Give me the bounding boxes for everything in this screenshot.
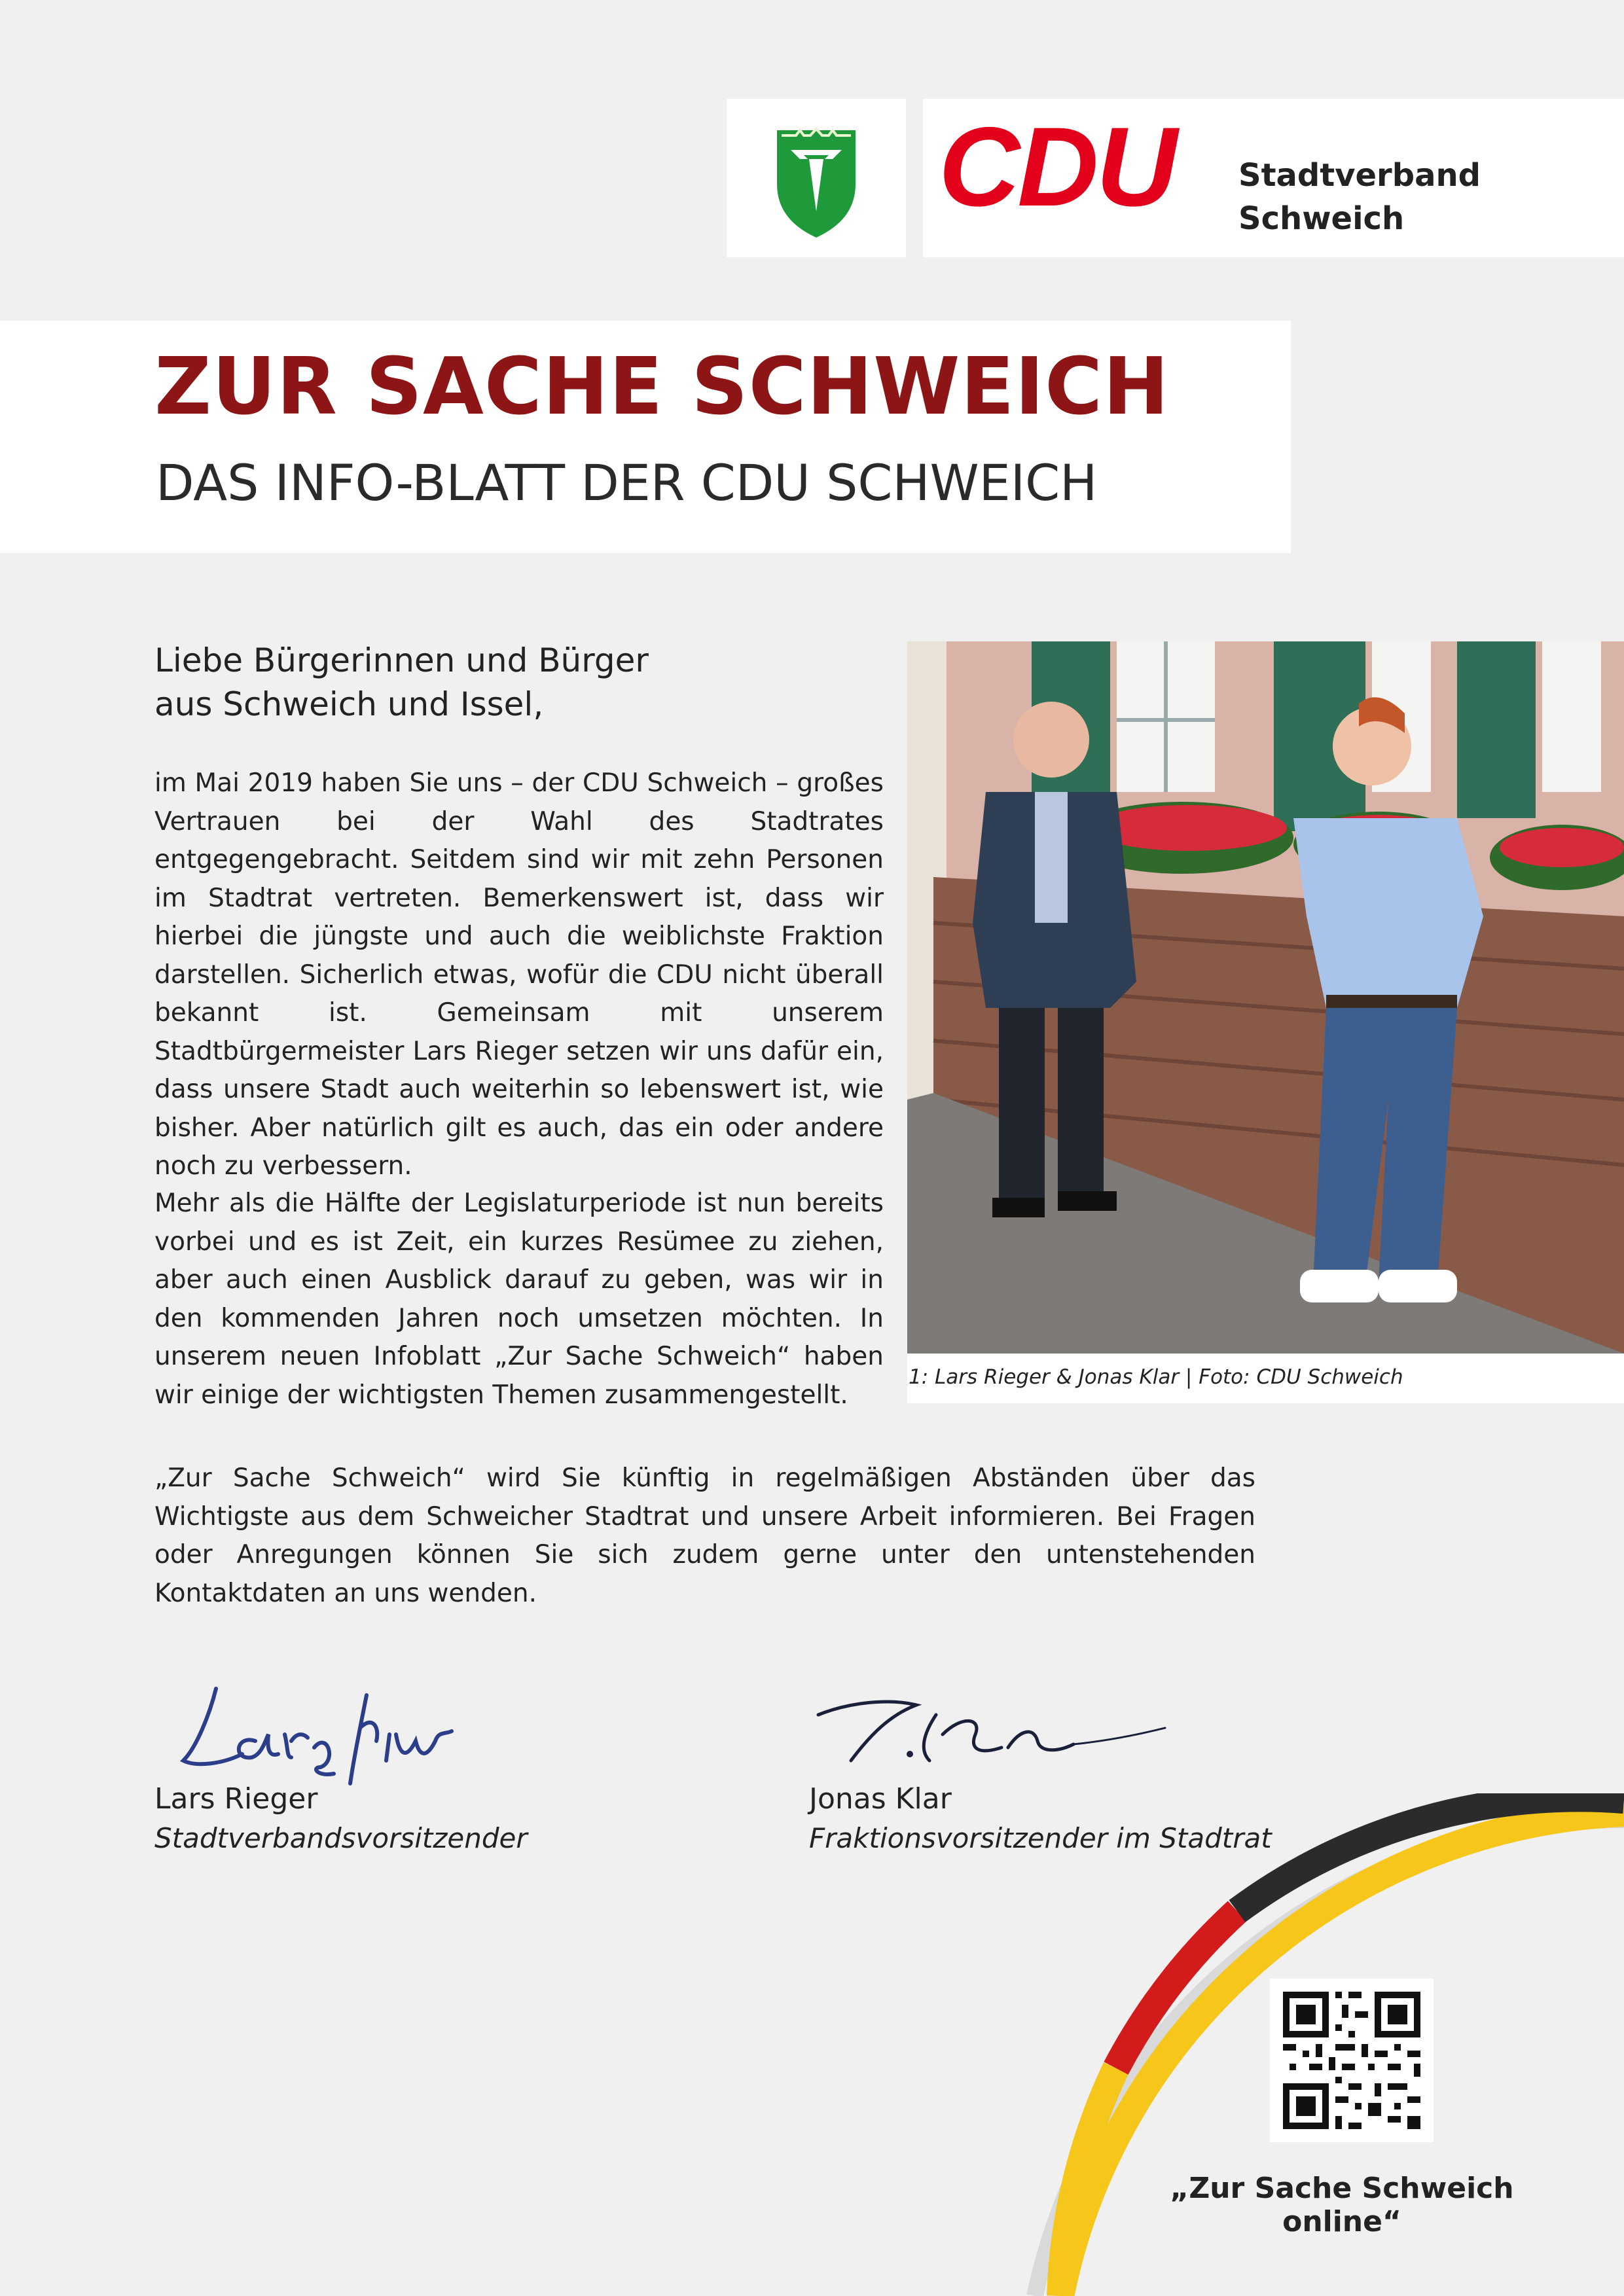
page-subtitle: DAS INFO-BLATT DER CDU SCHWEICH xyxy=(156,454,1098,512)
signature-lars-rieger xyxy=(170,1669,511,1787)
signature-1-role: Stadtverbandsvorsitzender xyxy=(154,1822,528,1854)
qr-code-box[interactable] xyxy=(1270,1979,1434,2142)
org-name-line1: Stadtverband xyxy=(1238,157,1481,194)
title-band xyxy=(0,321,1291,553)
town-crest-icon xyxy=(727,99,906,257)
town-crest-box xyxy=(727,99,906,257)
paragraph-1: im Mai 2019 haben Sie uns – der CDU Schweich – großes Vertrauen bei der Wahl des Stadtrates entgegengebracht. Seitdem sind wir mit zehn Personen im Stadtrat vertreten. Bemerkenswert ist, dass wir hierbei die jüngste und auch die weiblichste Fraktion darstellen. Sicherlich etwas, wofür die CDU nicht überall bekannt ist. Gemeinsam mit unserem Stadtbürgermeister Lars Rieger setzen wir uns dafür ein, dass unsere Stadt auch weiterhin so lebenswert ist, wie bisher. Aber natürlich gilt es auch, das ein oder andere noch zu verbessern. xyxy=(154,768,884,1181)
paragraph-3: „Zur Sache Schweich“ wird Sie künftig in regelmäßigen Abständen über das Wichtigste aus dem Schweicher Stadtrat und unsere Arbeit informieren. Bei Fragen oder Anregungen können Sie sich zudem gerne unter den untenstehenden Kontaktdaten an uns wenden. xyxy=(154,1463,1255,1608)
cdu-wordmark: CDU xyxy=(939,104,1175,230)
cdu-logo-box xyxy=(923,99,1624,257)
photo-caption-box xyxy=(907,1354,1624,1403)
qr-caption: „Zur Sache Schweich online“ xyxy=(1170,2172,1514,2238)
greeting xyxy=(154,639,875,726)
photo-caption: 1: Lars Rieger & Jonas Klar | Foto: CDU Schweich xyxy=(909,1365,1403,1389)
photo xyxy=(907,641,1624,1354)
org-name xyxy=(1238,154,1481,240)
signature-2-role: Fraktionsvorsitzender im Stadtrat xyxy=(809,1822,1272,1854)
qr-code-icon xyxy=(1270,1979,1434,2142)
signature-1-name: Lars Rieger xyxy=(154,1782,318,1816)
photo-illustration xyxy=(907,641,1624,1354)
org-name-line2: Schweich xyxy=(1238,200,1405,237)
signature-jonas-klar xyxy=(812,1689,1178,1774)
page-title: ZUR SACHE SCHWEICH xyxy=(154,342,1170,433)
greeting-line2: aus Schweich und Issel, xyxy=(154,685,544,723)
signature-2-name: Jonas Klar xyxy=(809,1782,952,1816)
greeting-line1: Liebe Bürgerinnen und Bürger xyxy=(154,641,649,679)
paragraph-2: Mehr als die Hälfte der Legislaturperiode ist nun bereits vorbei und es ist Zeit, ein kurzes Resümee zu ziehen, aber auch einen Ausblick darauf zu geben, was wir in den kommenden Jahren noch umsetzen möchten. In unserem neuen Infoblatt „Zur Sache Schweich“ haben wir einige der wichtigsten Themen zusammengestellt. xyxy=(154,1189,884,1410)
